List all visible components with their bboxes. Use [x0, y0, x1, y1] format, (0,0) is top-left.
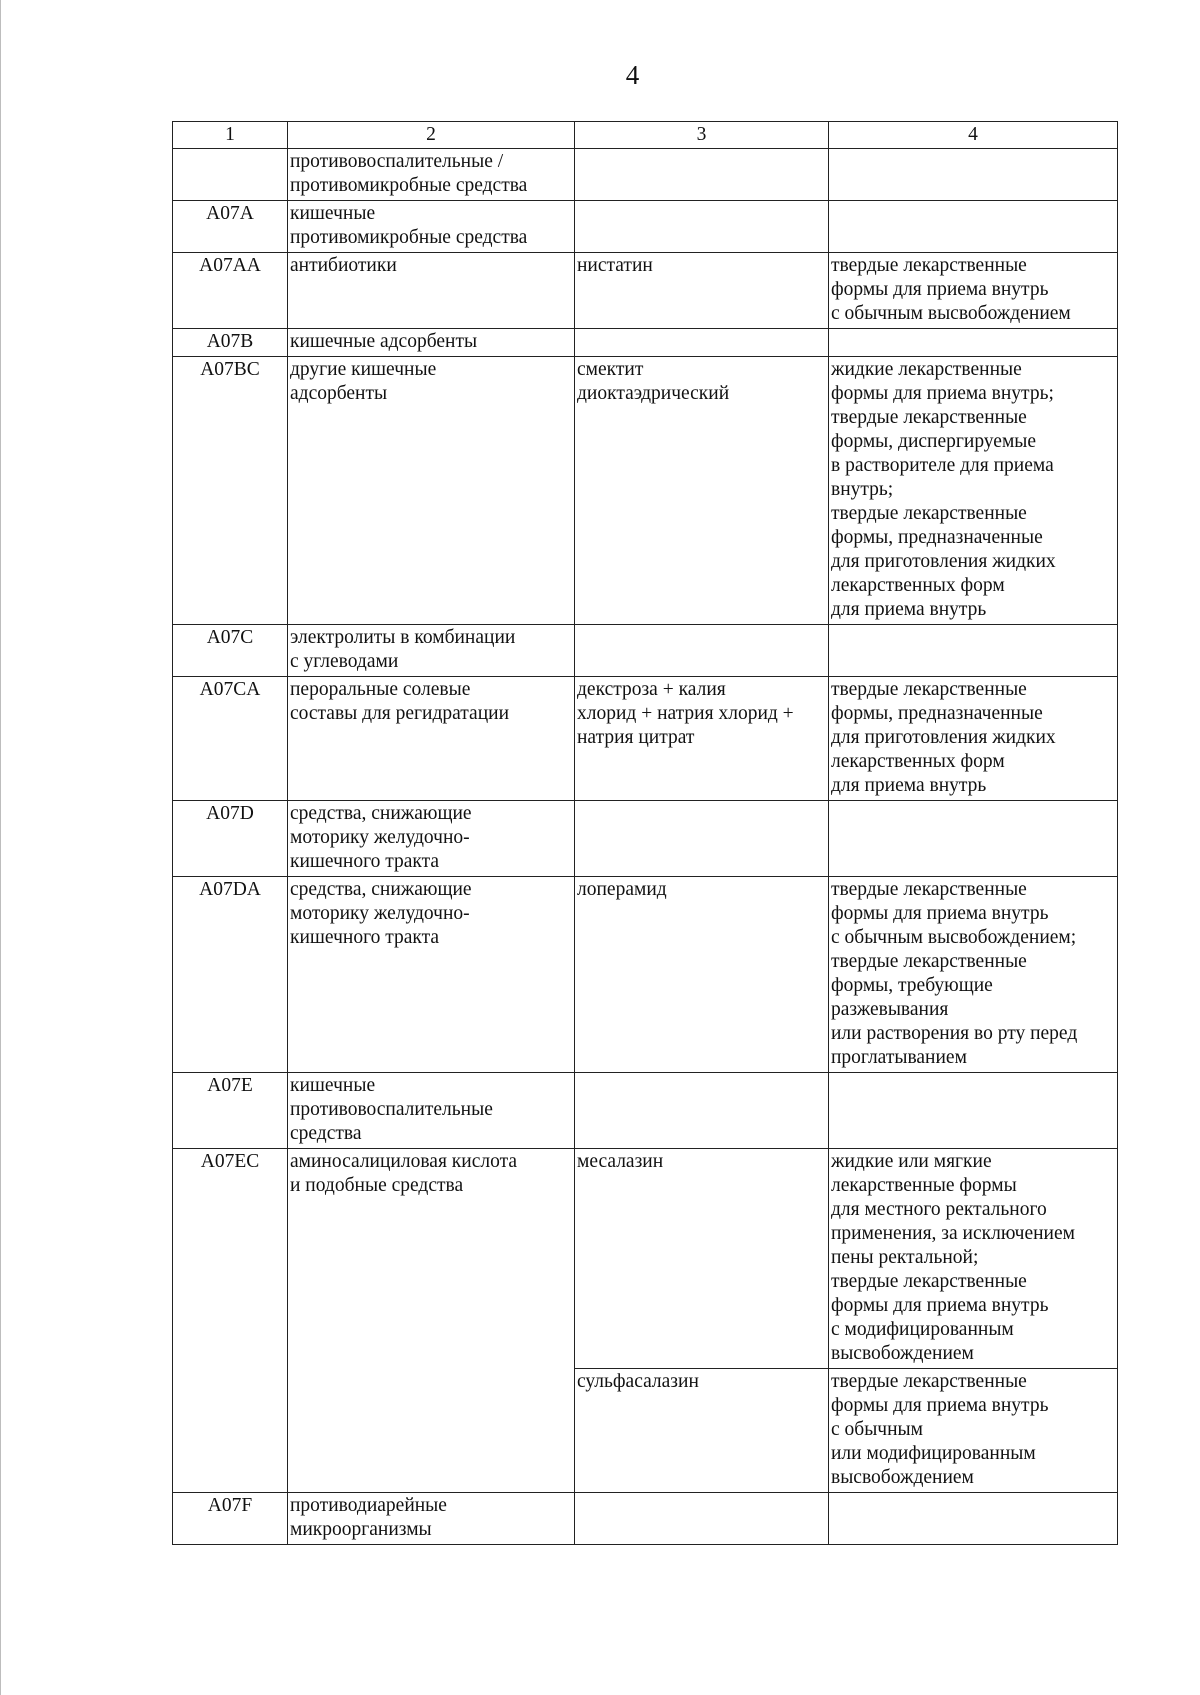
drug-name-cell: сульфасалазин: [575, 1369, 829, 1493]
table-container: [172, 121, 1118, 1545]
dosage-form-cell: [829, 329, 1118, 357]
drug-name-cell: лоперамид: [575, 877, 829, 1073]
dosage-form-cell: жидкие или мягкие лекарственные формы для местного ректального применения, за исключением пены ректальной; твердые лекарственные формы для приема внутрь с модифицированным высвобождением: [829, 1149, 1118, 1369]
dosage-form-cell: твердые лекарственные формы, предназначенные для приготовления жидких лекарственных форм для приема внутрь: [829, 677, 1118, 801]
group-name-cell: пероральные солевые составы для регидратации: [288, 677, 575, 801]
group-name-cell: кишечные адсорбенты: [288, 329, 575, 357]
page-number: 4: [625, 60, 640, 90]
table-row: [173, 329, 1118, 357]
scan-edge: [0, 0, 1, 1695]
dosage-form-cell: жидкие лекарственные формы для приема внутрь; твердые лекарственные формы, диспергируемые в растворителе для приема внутрь; твердые лекарственные формы, предназначенные для приготовления жидких лекарственных форм для приема внутрь: [829, 357, 1118, 625]
group-name-cell: аминосалициловая кислота и подобные средства: [288, 1149, 575, 1493]
table-row: [173, 357, 1118, 625]
column-header-3: 3: [575, 122, 829, 149]
group-name-cell: средства, снижающие моторику желудочно- кишечного тракта: [288, 801, 575, 877]
atc-code-cell: A07B: [173, 329, 288, 357]
atc-code-cell: A07DA: [173, 877, 288, 1073]
table-row: [173, 877, 1118, 1073]
drug-name-cell: нистатин: [575, 253, 829, 329]
atc-code-cell: A07A: [173, 201, 288, 253]
dosage-form-cell: [829, 1493, 1118, 1545]
drug-name-cell: декстроза + калия хлорид + натрия хлорид + натрия цитрат: [575, 677, 829, 801]
drug-name-cell: месалазин: [575, 1149, 829, 1369]
group-name-cell: электролиты в комбинации с углеводами: [288, 625, 575, 677]
dosage-form-cell: твердые лекарственные формы для приема внутрь с обычным высвобождением; твердые лекарственные формы, требующие разжевывания или растворения во рту перед проглатыванием: [829, 877, 1118, 1073]
group-name-cell: противодиарейные микроорганизмы: [288, 1493, 575, 1545]
table-row: [173, 1149, 1118, 1369]
atc-code-cell: A07EC: [173, 1149, 288, 1493]
atc-code-cell: A07D: [173, 801, 288, 877]
atc-code-cell: A07CA: [173, 677, 288, 801]
dosage-form-cell: твердые лекарственные формы для приема внутрь с обычным высвобождением: [829, 253, 1118, 329]
table-row: [173, 677, 1118, 801]
group-name-cell: антибиотики: [288, 253, 575, 329]
column-header-4: 4: [829, 122, 1118, 149]
group-name-cell: средства, снижающие моторику желудочно- кишечного тракта: [288, 877, 575, 1073]
column-header-1: 1: [173, 122, 288, 149]
dosage-form-cell: [829, 149, 1118, 201]
atc-code-cell: A07AA: [173, 253, 288, 329]
drug-name-cell: [575, 801, 829, 877]
group-name-cell: кишечные противомикробные средства: [288, 201, 575, 253]
table-body: [173, 149, 1118, 1545]
drug-name-cell: [575, 149, 829, 201]
dosage-form-cell: [829, 1073, 1118, 1149]
atc-code-cell: A07BC: [173, 357, 288, 625]
table-row: [173, 253, 1118, 329]
header-row: [173, 122, 1118, 149]
drug-name-cell: [575, 201, 829, 253]
drug-name-cell: [575, 1493, 829, 1545]
drug-name-cell: [575, 1073, 829, 1149]
table-row: [173, 201, 1118, 253]
group-name-cell: другие кишечные адсорбенты: [288, 357, 575, 625]
dosage-form-cell: [829, 201, 1118, 253]
table-row: [173, 625, 1118, 677]
dosage-form-cell: [829, 625, 1118, 677]
dosage-form-cell: [829, 801, 1118, 877]
atc-code-cell: [173, 149, 288, 201]
column-header-2: 2: [288, 122, 575, 149]
atc-code-cell: A07E: [173, 1073, 288, 1149]
table-row: [173, 1493, 1118, 1545]
table-row: [173, 1073, 1118, 1149]
table-row: [173, 149, 1118, 201]
dosage-form-cell: твердые лекарственные формы для приема внутрь с обычным или модифицированным высвобождением: [829, 1369, 1118, 1493]
atc-code-cell: A07C: [173, 625, 288, 677]
drug-name-cell: смектит диоктаэдрический: [575, 357, 829, 625]
medicines-table: [172, 121, 1118, 1545]
group-name-cell: кишечные противовоспалительные средства: [288, 1073, 575, 1149]
drug-name-cell: [575, 329, 829, 357]
atc-code-cell: A07F: [173, 1493, 288, 1545]
drug-name-cell: [575, 625, 829, 677]
table-header: [173, 122, 1118, 149]
group-name-cell: противовоспалительные / противомикробные средства: [288, 149, 575, 201]
table-row: [173, 801, 1118, 877]
